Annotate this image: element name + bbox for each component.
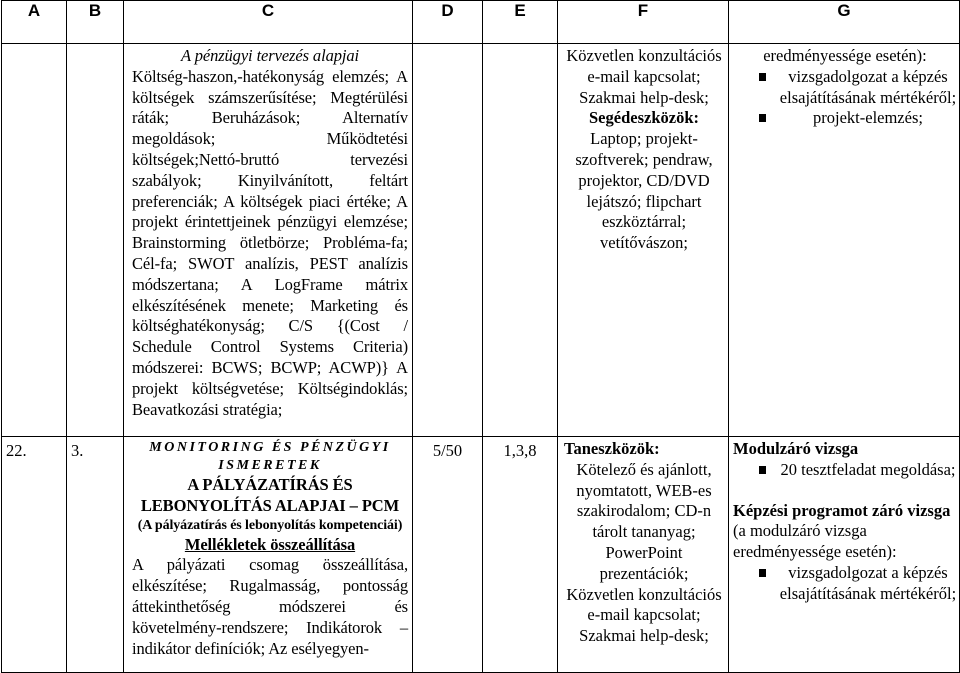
module-description [124, 437, 412, 659]
module-heading: A PÁLYÁZATÍRÁS ÉS LEBONYOLÍTÁS ALAPJAI – PCM [140, 475, 400, 515]
exam-label: Modulzáró vizsga [733, 439, 859, 458]
tools-label: Segédeszközök: [589, 108, 699, 128]
curriculum-table [1, 0, 960, 673]
bullet-square-icon [759, 569, 766, 577]
column-header-f: F [558, 1, 729, 44]
bullet-square-icon [759, 73, 766, 81]
module-title: MONITORING ÉS PÉNZÜGYI ISMERETEK [149, 440, 391, 473]
column-header-a: A [2, 1, 67, 44]
topic-title: A pénzügyi tervezés alapjai [180, 46, 359, 65]
resources-text [558, 437, 728, 647]
final-exam-rest: (a modulzáró vizsga eredményessége esetén): [733, 521, 897, 562]
column-header-g: G [729, 1, 960, 44]
final-exam-label: Képzési programot záró vizsga [733, 500, 951, 520]
row2-cell-c [124, 437, 413, 673]
consultation-text: Közvetlen konzultációs e-mail kapcsolat; Szakmai help-desk; [566, 46, 722, 107]
topic-body: Költség-haszon,-hatékonyság elemzés; A költségek számszerűsítése; Megtérülési ráták; Beruházások; Alternatív megoldások; Működtetési költségek;Nettó-bruttó tervezési szabályok; Kinyilvánított, feltárt preferenciák; A költségek piaci értéke; A projekt érintettjeinek pénzügyi elemzése; Brainstorming ötletbörze; Probléma-fa; Cél-fa; SWOT analízis, PEST analízis módszertana; A LogFrame mátrix elkészítésének menete; Marketing és költséghatékonyság; C/S {(Cost / Schedule Control Systems Criteria) módszerei: BCWS; BCWP; ACWP)} A projekt költségvetése; Költségindoklás; Beavatkozási stratégia; [132, 66, 408, 419]
bullet-square-icon [759, 114, 766, 122]
row1-cell-c [124, 44, 413, 437]
row2-cell-a [2, 437, 67, 673]
column-header-e: E [483, 1, 558, 44]
column-header-c: C [124, 1, 413, 44]
final-exam-text [733, 501, 957, 563]
module-subheading: (A pályázatírás és lebonyolítás kompetenciái) [137, 517, 403, 533]
resources-text [558, 44, 728, 254]
column-header-row [2, 1, 960, 44]
row1-cell-e [483, 44, 558, 437]
list-item: projekt-elemzés; [733, 108, 957, 129]
list-item: 20 tesztfeladat megoldása; [733, 460, 957, 481]
row2-cell-e [483, 437, 558, 673]
hours-value: 5/50 [432, 441, 463, 460]
list-item: vizsgadolgozat a képzés elsajátításának mértékéről; [733, 563, 957, 605]
column-header-b: B [67, 1, 124, 44]
tools-list: Laptop; projekt-szoftverek; pendraw, projektor, CD/DVD lejátszó; flipchart eszköztárral; vetítővászon; [575, 129, 713, 253]
assessment-text [729, 437, 959, 605]
row2-cell-g [729, 437, 960, 673]
bullet-square-icon [759, 466, 766, 474]
tools-label: Taneszközök: [564, 439, 660, 458]
assessment-lead: eredményessége esetén): [763, 46, 927, 65]
list-item: vizsgadolgozat a képzés elsajátításának mértékéről; [733, 67, 957, 109]
column-header-d: D [413, 1, 483, 44]
table-row [2, 44, 960, 437]
tools-list: Kötelező és ajánlott, nyomtatott, WEB-es szakirodalom; CD-n tárolt tananyag; PowerPoint prezentációk; Közvetlen konzultációs e-mail kapcsolat; Szakmai help-desk; [566, 459, 722, 646]
row1-cell-g [729, 44, 960, 437]
competency-codes: 1,3,8 [503, 441, 537, 460]
table-row [2, 437, 960, 673]
section-title: Mellékletek összeállítása [184, 534, 356, 554]
row1-cell-a [2, 44, 67, 437]
row1-cell-b [67, 44, 124, 437]
row1-cell-d [413, 44, 483, 437]
section-body: A pályázati csomag összeállítása, elkészítése; Rugalmasság, pontosság áttekinthetőség módszerei és követelmény-rendszere; Indikátorok – indikátor definíciók; Az esélyegyen- [132, 555, 408, 658]
topic-description [124, 44, 412, 420]
row2-cell-f [558, 437, 729, 673]
module-number: 3. [71, 441, 84, 460]
row2-cell-d [413, 437, 483, 673]
row-number: 22. [6, 441, 27, 460]
assessment-text [729, 44, 959, 129]
row1-cell-f [558, 44, 729, 437]
row2-cell-b [67, 437, 124, 673]
